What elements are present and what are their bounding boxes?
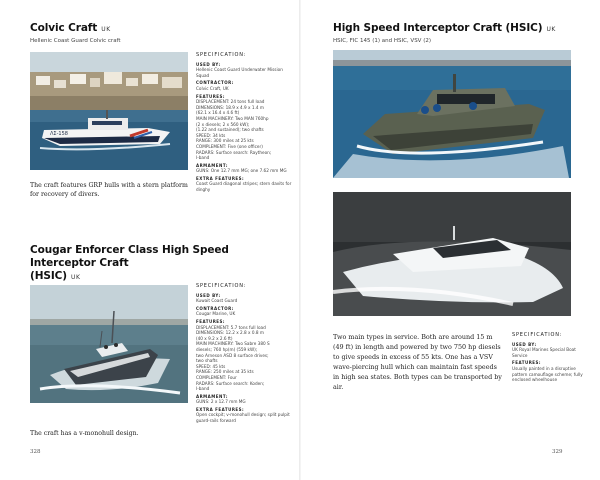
spec-line: MAIN MACHINERY: Two MAN 760hp (196, 115, 269, 121)
colvic-heading (30, 22, 290, 36)
colvic-subtitle: Hellenic Coast Guard Colvic craft (30, 38, 121, 44)
cougar-armament-label: ARMAMENT: (196, 393, 228, 399)
spec-line: (1.22 and sustained); two shafts (196, 127, 264, 133)
cougar-contractor-label: CONTRACTOR: (196, 305, 234, 311)
spec-line: RANGE: 250 miles at 35 kts (196, 369, 254, 375)
spec-line: SPEED: 34 kts (196, 132, 226, 138)
colvic-features (196, 99, 294, 161)
colvic-armament: GUNS: One 12.7 mm MG; one 7.62 mm MG (196, 168, 287, 174)
spec-line: (40 x 9.2 x 2.6 ft) (196, 335, 233, 341)
cougar-features-label: FEATURES: (196, 318, 226, 324)
svg-text:ΛΣ-158: ΛΣ-158 (50, 131, 68, 137)
cougar-armament: GUNS: 2 x 12.7 mm MG (196, 399, 246, 405)
hsic-title: High Speed Interceptor Craft (HSIC) (333, 22, 543, 34)
spec-line: diesels; 760 hp(m) (559 kW); (196, 346, 258, 352)
hsic-features: Usually painted in a disruptive pattern camouflage scheme; fully enclosed wheelhouse (512, 365, 583, 383)
spec-line: two shafts (196, 358, 218, 364)
cougar-spec-heading: SPECIFICATION: (196, 283, 247, 289)
colvic-photo (30, 52, 188, 170)
spec-line: I-band (196, 155, 210, 161)
hsic-used-by: UK Royal Marines Special Boat Service (512, 347, 576, 358)
spec-line: DIMENSIONS: 12.2 x 2.8 x 0.8 m (196, 330, 264, 336)
cougar-title-abbr: (HSIC) (30, 270, 67, 282)
colvic-spec (196, 53, 294, 193)
colvic-armament-label: ARMAMENT: (196, 162, 228, 168)
right-folio: 329 (552, 449, 563, 455)
spec-line: RADARS: Surface search: Raytheon; (196, 149, 272, 155)
cougar-used-by-label: USED BY: (196, 292, 221, 298)
hsic-spec (512, 333, 588, 383)
cougar-used-by: Kuwait Coast Guard (196, 298, 238, 304)
cougar-photo (30, 285, 188, 403)
spec-line: SPEED: 45 kts (196, 363, 226, 369)
cougar-contractor: Cougar Marine, UK (196, 311, 236, 317)
hsic-photo-1 (333, 50, 571, 178)
spec-line: RANGE: 300 miles at 25 kts (196, 138, 254, 144)
colvic-country: UK (101, 26, 111, 33)
colvic-features-label: FEATURES: (196, 93, 226, 99)
cougar-country: UK (70, 274, 81, 281)
cougar-title: Cougar Enforcer Class High Speed Interceptor Craft (30, 244, 229, 269)
hsic-body: Two main types in service. Both are around 15 m (49 ft) in length and powered by two 750 hp diesels to give speeds in excess of 55 kts. One has a VSV wave-piercing hull which can maintain fast speeds in high sea states. Both types can be transported by air. (333, 333, 502, 391)
colvic-contractor-label: CONTRACTOR: (196, 80, 234, 86)
hsic-features-label: FEATURES: (512, 360, 542, 366)
left-folio: 328 (30, 449, 41, 455)
colvic-contractor: Colvic Craft, UK (196, 85, 229, 91)
colvic-used-by: Hellenic Coast Guard Underwater Mission Squad (196, 67, 283, 78)
cougar-extra-label: EXTRA FEATURES: (196, 406, 245, 412)
colvic-spec-heading: SPECIFICATION: (196, 52, 247, 58)
spec-line: DIMENSIONS: 18.9 x 4.9 x 1.4 m (196, 104, 264, 110)
spec-line: I-band (196, 386, 210, 392)
spec-line: (2 x diesels; 2 x 560 kW); (196, 121, 250, 127)
hsic-heading (333, 22, 583, 36)
cougar-heading (30, 244, 292, 284)
spec-line: COMPLEMENT: Four (196, 374, 237, 380)
colvic-used-by-label: USED BY: (196, 61, 221, 67)
colvic-caption: The craft features GRP hulls with a stern platform for recovery of divers. (30, 182, 188, 198)
hsic-spec-heading: SPECIFICATION: (512, 332, 563, 338)
spec-line: COMPLEMENT: Five (one officer) (196, 143, 263, 149)
colvic-extra: Coast Guard diagonal stripes; stern davits for dinghy (196, 181, 292, 193)
hsic-subtitle: HSIC, FIC 145 (1) and HSIC, VSV (2) (333, 38, 431, 44)
spec-line: RADARS: Surface search: Koden; (196, 380, 265, 386)
cougar-extra: Open cockpit; v-monohull design; split pulpit guard-rails forward (196, 412, 290, 424)
spec-line: two Arneson ASD 8 surface drives; (196, 352, 269, 358)
hsic-used-by-label: USED BY: (512, 341, 537, 347)
page-gutter (299, 0, 301, 480)
cougar-caption: The craft has a v-monohull design. (30, 430, 139, 437)
hsic-photo-2 (333, 192, 571, 316)
spec-line: DISPLACEMENT: 24 tons full load (196, 99, 265, 105)
cougar-spec (196, 284, 294, 424)
colvic-extra-label: EXTRA FEATURES: (196, 175, 245, 181)
colvic-title: Colvic Craft (30, 22, 98, 34)
spec-line: (62.1 x 16.4 x 4.6 ft) (196, 110, 240, 116)
spec-line: MAIN MACHINERY: Two Sabre 380 S (196, 341, 270, 347)
hsic-country: UK (546, 26, 556, 33)
cougar-features (196, 325, 294, 392)
spec-line: DISPLACEMENT: 5.7 tons full load (196, 324, 266, 330)
